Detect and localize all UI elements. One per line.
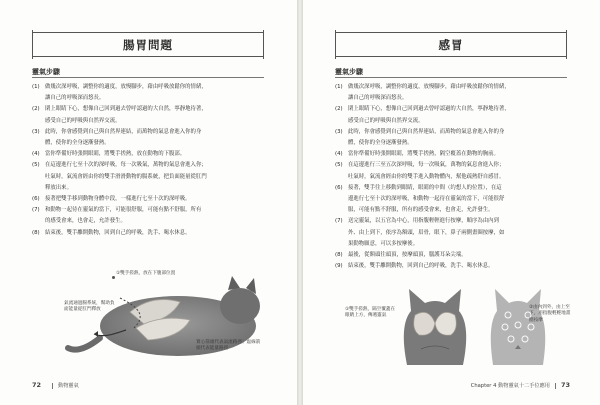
step-line [32,183,268,194]
step-text: 此時，你會感覺到自己與自然界連結，而萬物的氣息會進入你的身 [45,128,202,135]
step-line [32,149,268,160]
step-number: (2) [335,106,343,113]
step-number: (8) [335,252,343,259]
step-line [32,205,268,216]
step-line [32,160,268,171]
step-number: (3) [335,128,343,135]
step-line [335,82,571,93]
step-line [32,127,268,138]
step-line [335,160,571,171]
step-number: (4) [335,151,343,158]
step-line [335,149,571,160]
cat-belly-illustration [60,268,270,368]
step-number: (5) [335,162,343,169]
step-line [32,194,268,205]
step-text: 邊進行七至十次的深呼吸，和動物一起待在靈氣的當下，可能很舒 [348,196,505,203]
step-line [335,183,571,194]
step-line [335,250,571,261]
step-number: (1) [32,84,40,90]
step-line [335,205,571,216]
step-text: 吐氣時，氣流會經由你的雙手滑滑動物的腸系統，把負面能量從肛門 [45,173,207,180]
callout-left: 氣流通過腸系統，幫助負面能量從肛門釋放 [64,301,115,313]
step-text: 和動物一起待在靈氣的當下，可能很舒服，可能有點不舒服，所有 [45,207,202,214]
step-text: 吐氣時，氣流會經由你的雙手進入動物體內，幫他疏熱舒自感冒。 [348,173,505,180]
chapter-label: Chapter 4 [470,383,497,389]
step-text: 感受自己的呼吸與自然界交流。 [348,117,424,124]
step-number: (5) [32,162,40,169]
step-line [335,261,571,272]
page-number: 73 [560,381,570,389]
callout-left: ①雙手搓熱，隔空覆蓋在眼睛上方，傳遞靈氣 [345,307,396,319]
step-number: (9) [335,263,343,270]
page-footer [471,381,570,389]
step-line [335,239,571,250]
step-number: (2) [32,106,40,113]
callout-right: ②由內到外，由上至下，用指腹輕輕地畫圈按摩 [529,305,571,323]
step-text: 結束後，雙手離開動物，回到自己的呼吸，洗手、喝水休息。 [348,263,494,270]
section-rule [335,77,567,78]
step-text: 最後，從額頭往頭頂，按摩頭頂，腦護耳朵尖端。 [348,252,467,259]
step-text: 在這邊進行七至十次的深呼吸，每一次吸氣，萬物的氣息會進入你； [45,162,207,169]
section-rule [32,77,264,78]
step-line [335,93,571,104]
step-text: 果動物願意，可以多按摩後。 [348,240,419,247]
footer-title: 動物靈氣 [58,383,79,389]
callout-dot [112,276,115,279]
page-number: 72 [32,381,42,389]
step-text: 做幾次深呼吸，調整你的適度，放慢腳步，藉由呼吸放鬆你的情緒， [45,84,207,90]
page-title: 腸胃問題 [32,32,264,57]
callout-top: ①雙手搓熱，放在下腹部位置 [116,271,176,276]
step-line [335,127,571,138]
page-title: 感冒 [335,32,567,57]
section-heading: 靈氣步驟 [32,68,60,76]
step-line [335,216,571,227]
step-line [32,172,268,183]
footer-title: 動物靈氣十二手位應用 [498,383,550,389]
step-text: 體，使你的全身逐漸發熱。 [348,140,413,147]
callout-bottom: 實心箭頭代表氣流路徑；虛線箭頭代表能量路徑 [196,340,261,352]
step-line [32,138,268,149]
step-number: (8) [32,229,40,236]
step-text: 接著，雙手往上移動到眼睛，眼睛的中間（約想人的位置），在這 [348,184,502,191]
step-line [32,216,268,227]
page-footer [32,381,79,389]
step-text: 做幾次深呼吸，調整你的適度，放慢腳步，藉由呼吸放鬆你的情緒， [348,84,510,90]
step-line [335,138,571,149]
steps-list [335,82,571,272]
step-line [32,116,268,127]
step-number: (1) [335,84,343,90]
step-text: 此時，你會感覺到自己與自然界連結，而萬物的氣息會進入你的身 [348,128,505,135]
right-page [303,0,600,405]
step-text: 閉上眼睛下心，想像自己回到過去曾呼認過的大自然，寧靜地待著， [348,106,510,113]
cat-face-hands-illustration [389,285,479,371]
step-text: 釋放出來。 [45,184,72,191]
step-text: 當你準備好時張開眼睛，將雙手搓熱，隔空覆蓋在動物的胸前。 [348,151,499,158]
step-number: (7) [32,207,40,214]
step-text: 在這邊進行三至五次深呼吸，每一次吸氣，萬物的氣息會進入你； [348,162,505,169]
step-line [32,93,268,104]
step-number: (4) [32,151,40,158]
steps-list [32,82,268,239]
step-text: 送完靈氣，以五官為中心，用指腹輕輕進行按摩，順序為由內到 [348,218,499,225]
step-line [335,194,571,205]
step-text: 讓自己的呼吸深而悠長。 [45,95,105,102]
step-text: 的感受會來，也會走，允許發生。 [45,218,126,225]
step-text: 服，可能有點不舒服，所有的感受會來，也會走，允許發生。 [348,207,494,214]
step-number: (7) [335,218,343,225]
section-heading: 靈氣步驟 [335,68,363,76]
step-text: 閉上眼睛下心，想像自己回到過去曾呼認過的大自然，寧靜地待著， [45,106,207,113]
left-page [0,0,297,405]
step-text: 當你準備好時張開眼睛，將雙手搓熱，放在動物的下腹部。 [45,151,186,158]
cat-face-massage-illustration [483,285,553,371]
step-text: 外、由上到下，依序為額頭，眉骨，眼下，鼻子兩側畫圈按摩，如 [348,229,505,236]
step-line [32,82,268,93]
step-text: 體，使你的全身逐漸發熱。 [45,140,110,147]
step-text: 感受自己的呼吸與自然界交流。 [45,117,121,124]
step-line [335,104,571,115]
step-text: 讓自己的呼吸深而悠長。 [348,95,408,102]
step-line [335,172,571,183]
step-text: 結束後，雙手離開動物，回到自己的呼吸，洗手、喝水休息。 [45,229,191,236]
step-line [335,228,571,239]
step-number: (6) [32,196,40,203]
step-line [32,104,268,115]
step-number: (6) [335,184,343,191]
step-number: (3) [32,128,40,135]
step-text: 接著把雙手移到動物身體中段，一樣進行七至十次的深呼吸。 [45,196,191,203]
step-line [335,116,571,127]
step-line [32,228,268,239]
